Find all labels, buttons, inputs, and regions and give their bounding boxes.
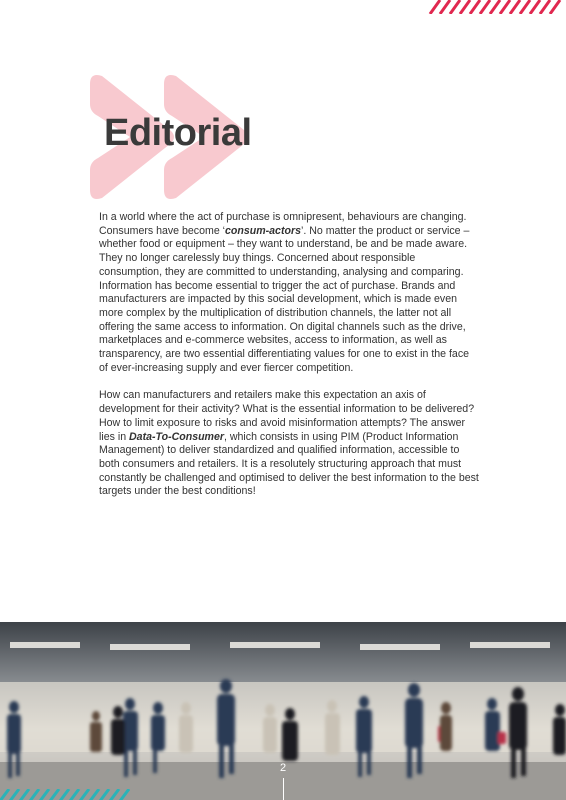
page-title: Editorial xyxy=(104,112,252,154)
paragraph-2-emphasis: Data-To-Consumer xyxy=(129,430,224,443)
paragraph-1 xyxy=(99,211,479,375)
editorial-body xyxy=(99,211,479,513)
page-number-rule xyxy=(283,778,284,800)
paragraph-1-part-1: In a world where the act of purchase is omnipresent, behaviours are changing. Consumers have become ‘ xyxy=(99,211,467,237)
paragraph-2-part-2: , which consists in using PIM (Product Information Management) to deliver standardized and qualified information, accessible to both consumers and retailers. It is a resolutely structuring approach that must constantly be challenged and optimised to deliver the best information to the best targets under the best conditions! xyxy=(99,430,479,498)
page-number: 2 xyxy=(279,762,287,774)
bottom-stripes-decoration xyxy=(0,788,130,800)
top-stripes-decoration xyxy=(426,0,566,14)
paragraph-2-part-1: How can manufacturers and retailers make this expectation an axis of development for their activity? What is the essential information to be delivered? How to limit exposure to risks and avoid misinformation attempts? The answer lies in xyxy=(99,389,475,443)
paragraph-1-emphasis: consum-actors xyxy=(225,224,301,237)
paragraph-2 xyxy=(99,389,479,499)
paragraph-1-part-2: ’. No matter the product or service – whether food or equipment – they want to understand, be and be made aware. They no longer carelessly buy things. Concerned about responsible consumption, they are committed to understanding, analysing and comparing. Information has become essential to trigger the act of purchase. Brands and manufacturers are impacted by this social development, which is made even more complex by the multiplication of distribution channels, the latter not all offering the same access to information. On digital channels such as the drive, marketplaces and e-commerce websites, access to information, as well as transparency, are two essential differentiating values for one to exist in the face of ever-increasing supply and ever fiercer competition. xyxy=(99,224,470,374)
